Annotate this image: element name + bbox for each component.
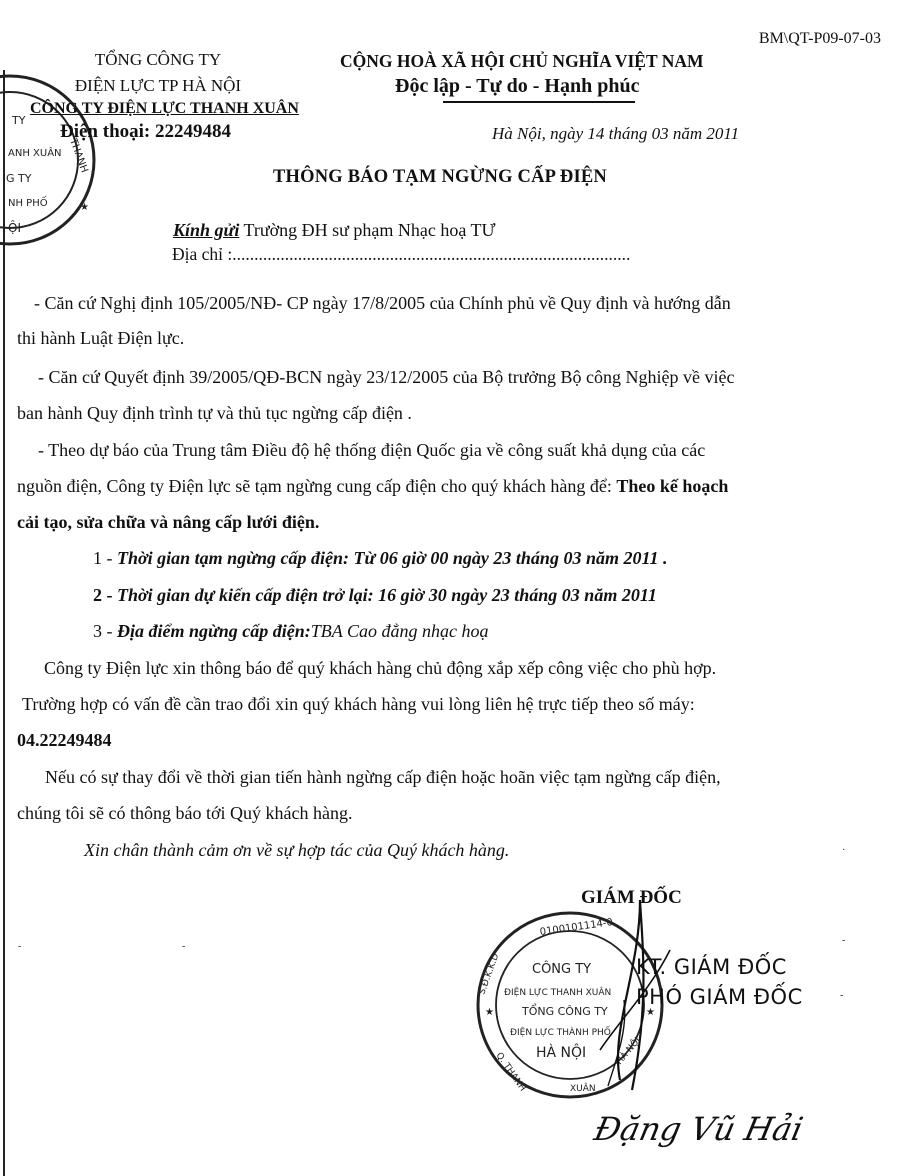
svg-text:G TY: G TY <box>6 172 32 185</box>
org-company-name: CÔNG TY ĐIỆN LỰC THANH XUÂN <box>30 100 299 117</box>
document-page: TY ANH XUÂN G TY NH PHỐ ỘI THANH ★ BM\QT-P09-07-03 TỔNG CÔNG TY ĐIỆN LỰC TP HÀ NỘI CÔNG TY ĐIỆN LỰC THANH XUÂN Điện thoại: 22249484 CỘNG HOÀ XÃ HỘI CHỦ NGHĨA VIỆT NAM Độc lập - Tự do - Hạnh phúc Hà Nội, ngày 14 tháng 03 năm 2011 THÔNG BÁO TẠM NGỪNG CẤP ĐIỆN Kính gửi Trường ĐH sư phạm Nhạc hoạ TƯ Địa chỉ :........................................................................................... - Căn cứ Nghị định 105/2005/NĐ- CP ngày 17/8/2005 của Chính phủ về Quy định và hướng dẫn thi hành Luật Điện lực. - Căn cứ Quyết định 39/2005/QĐ-BCN ngày 23/12/2005 của Bộ trưởng Bộ công Nghiệp về việc ban hành Quy định trình tự và thủ tục ngừng cấp điện . - Theo dự báo của Trung tâm Điều độ hệ thống điện Quốc gia về công suất khả dụng của các nguồn điện, Công ty Điện lực sẽ tạm ngừng cung cấp điện cho quý khách hàng để: Theo kế hoạch cải tạo, sửa chữa và nâng cấp lưới điện. 1 - Thời gian tạm ngừng cấp điện: Từ 06 giờ 00 ngày 23 tháng 03 năm 2011 . 2 - Thời gian dự kiến cấp điện trở lại: 16 giờ 30 ngày 23 tháng 03 năm 2011 3 - Địa điểm ngừng cấp điện:TBA Cao đẳng nhạc hoạ Công ty Điện lực xin thông báo để quý khách hàng chủ động xắp xếp công việc cho phù hợp. Trường hợp có vấn đề cần trao đổi xin quý khách hàng vui lòng liên hệ trực tiếp theo số máy: 04.22249484 Nếu có sự thay đổi về thời gian tiến hành ngừng cấp điện hoặc hoãn việc tạm ngừng cấp điện, chúng tôi sẽ có thông báo tới Quý khách hàng. Xin chân thành cảm ơn về sự hợp tác của Quý khách hàng. GIÁM ĐỐC 0100101114-0 S.Đ.K.K.D Q. THANH XUÂN HÀ NỘI ★ ★ CÔNG TY ĐIỆN LỰC THANH XUÂN TỔNG CÔNG TY ĐIỆN LỰC THÀNH PHỐ HÀ NỘI KT. GIÁM ĐỐC PHÓ GIÁM ĐỐC Đặng Vũ Hải - - - · - <box>0 0 903 1176</box>
item-3-number: 3 - <box>93 621 117 641</box>
contact-phone: 04.22249484 <box>17 730 112 750</box>
stamp-deputy-director: PHÓ GIÁM ĐỐC <box>636 985 803 1009</box>
recipient-label: Kính gửi <box>173 220 240 240</box>
date-line: Hà Nội, ngày 14 tháng 03 năm 2011 <box>492 124 740 143</box>
paragraph-3-line-3: cải tạo, sửa chữa và nâng cấp lưới điện. <box>17 512 320 532</box>
signer-name: Đặng Vũ Hải <box>590 1110 807 1148</box>
national-title: CỘNG HOÀ XÃ HỘI CHỦ NGHĨA VIỆT NAM <box>340 51 704 71</box>
svg-text:CÔNG TY: CÔNG TY <box>532 962 592 977</box>
thanks-line: Xin chân thành cảm ơn về sự hợp tác của Quý khách hàng. <box>84 840 510 860</box>
item-2-label: Thời gian dự kiến cấp điện trở lại: <box>117 585 374 605</box>
notice-line-2: chúng tôi sẽ có thông báo tới Quý khách hàng. <box>17 803 353 823</box>
paragraph-2-line-1: - Căn cứ Quyết định 39/2005/QĐ-BCN ngày 23/12/2005 của Bộ trưởng Bộ công Nghiệp về việc <box>38 367 735 387</box>
director-title: GIÁM ĐỐC <box>581 887 682 908</box>
closing-line-1: Công ty Điện lực xin thông báo để quý khách hàng chủ động xắp xếp công việc cho phù hợp. <box>44 658 717 678</box>
closing-line-2: Trường hợp có vấn đề cần trao đổi xin quý khách hàng vui lòng liên hệ trực tiếp theo số máy: <box>22 694 695 714</box>
svg-text:ỘI: ỘI <box>8 221 21 235</box>
handwritten-signature <box>580 880 690 1100</box>
paragraph-1-line-1: - Căn cứ Nghị định 105/2005/NĐ- CP ngày 17/8/2005 của Chính phủ về Quy định và hướng dẫn <box>34 293 731 313</box>
recipient-address: Địa chỉ :........................................................................................... <box>172 244 631 264</box>
paragraph-3-bold-text: Theo kế hoạch <box>616 476 729 496</box>
paragraph-1-line-2: thi hành Luật Điện lực. <box>17 328 185 348</box>
svg-text:S.Đ.K.K.D: S.Đ.K.K.D <box>477 952 502 997</box>
item-3-value: TBA Cao đẳng nhạc hoạ <box>310 621 489 641</box>
paragraph-2-line-2: ban hành Quy định trình tự và thủ tục ngừng cấp điện . <box>17 403 412 423</box>
svg-text:HÀ NỘI: HÀ NỘI <box>536 1045 587 1061</box>
svg-text:THANH: THANH <box>67 137 90 175</box>
notice-line-1: Nếu có sự thay đổi về thời gian tiến hành ngừng cấp điện hoặc hoãn việc tạm ngừng cấp điện, <box>45 767 721 787</box>
item-1-label: Thời gian tạm ngừng cấp điện: <box>117 548 354 568</box>
paragraph-3-line-2 <box>17 476 728 497</box>
item-2-value: 16 giờ 30 ngày 23 tháng 03 năm 2011 <box>373 585 657 605</box>
svg-text:HÀ NỘI: HÀ NỘI <box>614 1035 644 1067</box>
svg-text:XUÂN: XUÂN <box>570 1084 596 1094</box>
svg-text:TY: TY <box>12 114 26 127</box>
stamp-acting-director: KT. GIÁM ĐỐC <box>636 955 787 979</box>
motto-underline <box>443 101 635 103</box>
recipient-name: Trường ĐH sư phạm Nhạc hoạ TƯ <box>239 220 496 240</box>
org-parent-name: TỔNG CÔNG TY <box>94 50 222 69</box>
svg-text:★: ★ <box>646 1007 655 1018</box>
item-outage-location <box>93 621 488 642</box>
item-1-number: 1 - <box>93 548 117 568</box>
svg-text:★: ★ <box>485 1007 494 1018</box>
paragraph-3-line-1: - Theo dự báo của Trung tâm Điều độ hệ thống điện Quốc gia về công suất khả dụng của các <box>38 440 706 460</box>
svg-text:★: ★ <box>80 202 89 213</box>
item-1-value: Từ 06 giờ 00 ngày 23 tháng 03 năm 2011 . <box>353 548 668 568</box>
item-outage-end <box>93 585 657 606</box>
recipient-line <box>173 220 496 241</box>
document-title: THÔNG BÁO TẠM NGỪNG CẤP ĐIỆN <box>273 167 607 187</box>
form-code: BM\QT-P09-07-03 <box>758 30 881 47</box>
item-3-label: Địa điểm ngừng cấp điện: <box>117 621 311 641</box>
svg-text:TỔNG CÔNG TY: TỔNG CÔNG TY <box>522 1005 608 1018</box>
svg-text:ĐIỆN LỰC THANH XUÂN: ĐIỆN LỰC THANH XUÂN <box>504 988 612 998</box>
svg-text:0100101114-0: 0100101114-0 <box>539 917 614 939</box>
item-2-number: 2 - <box>93 585 117 605</box>
svg-text:NH PHỐ: NH PHỐ <box>8 198 48 209</box>
item-outage-start <box>93 548 667 569</box>
org-parent-city: ĐIỆN LỰC TP HÀ NỘI <box>74 76 242 95</box>
svg-text:ANH XUÂN: ANH XUÂN <box>8 148 62 159</box>
svg-text:Q. THANH: Q. THANH <box>493 1050 528 1094</box>
svg-text:ĐIỆN LỰC THÀNH PHỐ: ĐIỆN LỰC THÀNH PHỐ <box>510 1028 611 1038</box>
national-motto: Độc lập - Tự do - Hạnh phúc <box>395 75 640 97</box>
org-phone: Điện thoại: 22249484 <box>60 121 231 142</box>
paragraph-3-normal-text: nguồn điện, Công ty Điện lực sẽ tạm ngừng cung cấp điện cho quý khách hàng để: <box>17 476 617 496</box>
